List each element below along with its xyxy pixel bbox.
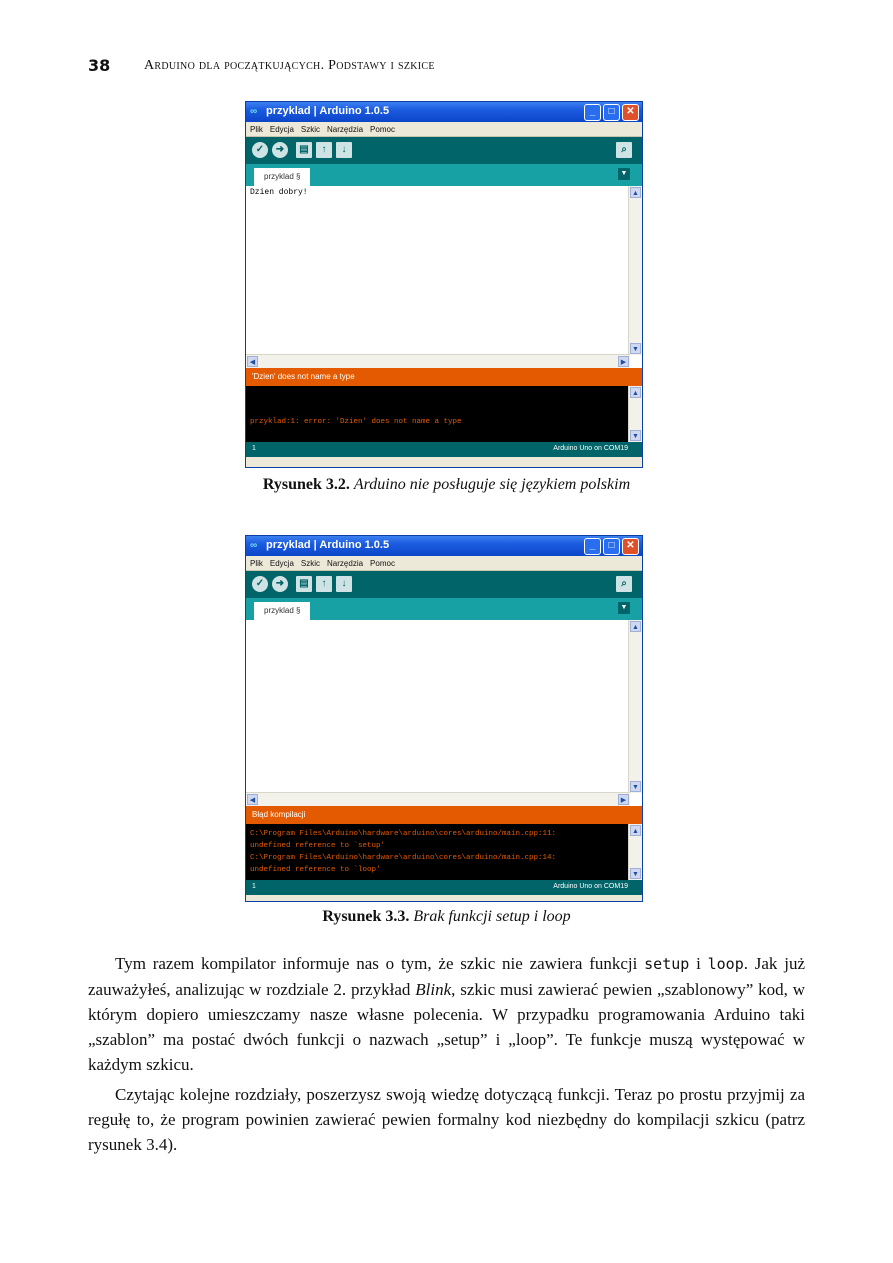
- scroll-left-icon[interactable]: ◀: [247, 356, 258, 367]
- upload-icon[interactable]: ➜: [272, 142, 288, 158]
- title-bar: [246, 102, 642, 122]
- status-bar: Błąd kompilacji: [246, 806, 642, 824]
- menu-item-pomoc[interactable]: Pomoc: [370, 124, 395, 134]
- line-number: 1: [252, 445, 256, 452]
- code-text: Dzien dobry!: [250, 188, 308, 197]
- arduino-logo-icon: ∞: [250, 106, 258, 117]
- caption-number: Rysunek 3.3.: [322, 908, 410, 925]
- upload-icon[interactable]: ➜: [272, 576, 288, 592]
- scroll-down-icon[interactable]: ▼: [630, 781, 641, 792]
- new-icon[interactable]: ▤: [296, 576, 312, 592]
- arduino-logo-icon: ∞: [250, 540, 258, 551]
- scroll-right-icon[interactable]: ▶: [618, 794, 629, 805]
- text-run: , szkic musi zawierać pewien „szablonowy” kod, w którym dopiero umieszczamy nasze własne polecenia. W przypadku programowania Arduino taki „szablon” ma postać dwóch funkcji o nazwach „setup” i „loop”. Te funkcje muszą występować w każdym szkicu.: [88, 980, 806, 1074]
- console: [246, 386, 642, 442]
- open-icon[interactable]: ↑: [316, 576, 332, 592]
- menu-item-szkic[interactable]: Szkic: [300, 124, 321, 134]
- console-scrollbar[interactable]: [628, 824, 642, 880]
- toolbar: [246, 571, 642, 598]
- title-bar: [246, 536, 642, 556]
- console-line: C:\Program Files\Arduino\hardware\arduino\cores\arduino/main.cpp:11:: [250, 830, 557, 838]
- serial-monitor-icon[interactable]: ⌕: [616, 576, 632, 592]
- menu-item-edycja[interactable]: Edycja: [269, 124, 294, 134]
- console: [246, 824, 642, 880]
- menu-item-plik[interactable]: Plik: [250, 558, 263, 568]
- code-editor[interactable]: [246, 620, 642, 806]
- menu-item-szkic[interactable]: Szkic: [300, 558, 321, 568]
- save-icon[interactable]: ↓: [336, 142, 352, 158]
- scroll-down-icon[interactable]: ▼: [630, 343, 641, 354]
- code-editor[interactable]: [246, 186, 642, 368]
- serial-monitor-icon[interactable]: ⌕: [616, 142, 632, 158]
- arduino-window-fig32: [245, 101, 643, 468]
- save-icon[interactable]: ↓: [336, 576, 352, 592]
- console-scrollbar[interactable]: [628, 386, 642, 442]
- console-line: C:\Program Files\Arduino\hardware\arduino\cores\arduino/main.cpp:14:: [250, 854, 557, 862]
- tab-przyklad[interactable]: przyklad §: [254, 168, 310, 186]
- toolbar: [246, 137, 642, 164]
- open-icon[interactable]: ↑: [316, 142, 332, 158]
- code-setup: setup: [644, 955, 690, 973]
- book-title: Arduino dla początkujących. Podstawy i szkice: [144, 58, 435, 73]
- bottom-status-bar: [246, 880, 642, 895]
- line-number: 1: [252, 883, 256, 890]
- scroll-up-icon[interactable]: ▲: [630, 621, 641, 632]
- minimize-button[interactable]: _: [584, 538, 601, 555]
- console-line: przyklad:1: error: 'Dzien' does not name a type: [250, 418, 462, 426]
- bottom-status-bar: [246, 442, 642, 457]
- console-scroll-down-icon[interactable]: ▼: [630, 430, 641, 441]
- text-run: i: [689, 954, 708, 973]
- maximize-button[interactable]: □: [603, 104, 620, 121]
- scroll-left-icon[interactable]: ◀: [247, 794, 258, 805]
- board-info: Arduino Uno on COM19: [553, 883, 628, 890]
- body-text: [88, 951, 805, 1157]
- console-line: undefined reference to `loop': [250, 866, 381, 874]
- vertical-scrollbar[interactable]: [628, 620, 642, 793]
- paragraph-1: [88, 951, 805, 1077]
- scroll-right-icon[interactable]: ▶: [618, 356, 629, 367]
- window-title: przyklad | Arduino 1.0.5: [266, 105, 390, 117]
- close-button[interactable]: ✕: [622, 538, 639, 555]
- vertical-scrollbar[interactable]: [628, 186, 642, 355]
- tab-menu-icon[interactable]: ▼: [618, 602, 630, 614]
- console-line: undefined reference to `setup': [250, 842, 386, 850]
- menu-item-edycja[interactable]: Edycja: [269, 558, 294, 568]
- caption-number: Rysunek 3.2.: [262, 476, 350, 493]
- status-bar: 'Dzien' does not name a type: [246, 368, 642, 386]
- menu-item-plik[interactable]: Plik: [250, 124, 263, 134]
- verify-icon[interactable]: ✓: [252, 142, 268, 158]
- menu-item-narzedzia[interactable]: Narzędzia: [327, 558, 364, 568]
- verify-icon[interactable]: ✓: [252, 576, 268, 592]
- board-info: Arduino Uno on COM19: [553, 445, 628, 452]
- text-run: Tym razem kompilator informuje nas o tym, że szkic nie zawiera funkcji: [115, 954, 645, 973]
- tab-bar: [246, 598, 642, 620]
- console-scroll-down-icon[interactable]: ▼: [630, 868, 641, 879]
- close-button[interactable]: ✕: [622, 104, 639, 121]
- figure-caption-3-3: [0, 908, 893, 926]
- tab-menu-icon[interactable]: ▼: [618, 168, 630, 180]
- caption-text: Arduino nie posługuje się językiem polskim: [353, 476, 631, 493]
- running-head: [88, 56, 808, 78]
- new-icon[interactable]: ▤: [296, 142, 312, 158]
- figure-caption-3-2: [0, 476, 893, 494]
- console-scroll-up-icon[interactable]: ▲: [630, 825, 641, 836]
- tab-bar: [246, 164, 642, 186]
- horizontal-scrollbar[interactable]: [246, 354, 630, 368]
- page-number: 38: [88, 56, 111, 75]
- minimize-button[interactable]: _: [584, 104, 601, 121]
- caption-text: Brak funkcji setup i loop: [413, 908, 571, 925]
- window-title: przyklad | Arduino 1.0.5: [266, 539, 390, 551]
- scroll-up-icon[interactable]: ▲: [630, 187, 641, 198]
- text-run: . Jak już zauważyłeś, analizując w rozdziale 2. przykład: [88, 954, 805, 999]
- horizontal-scrollbar[interactable]: [246, 792, 630, 806]
- maximize-button[interactable]: □: [603, 538, 620, 555]
- italic-blink: Blink: [415, 980, 452, 999]
- code-loop: loop: [707, 955, 744, 973]
- arduino-window-fig33: [245, 535, 643, 902]
- paragraph-2: Czytając kolejne rozdziały, poszerzysz swoją wiedzę dotyczącą funkcji. Teraz po prostu przyjmij za regułę to, że program powinien zawierać pewien formalny kod niezbędny do kompilacji szkicu (patrz rysunek 3.4).: [88, 1085, 805, 1154]
- menu-bar: [246, 556, 642, 571]
- menu-bar: [246, 122, 642, 137]
- tab-przyklad[interactable]: przyklad §: [254, 602, 310, 620]
- menu-item-narzedzia[interactable]: Narzędzia: [327, 124, 364, 134]
- menu-item-pomoc[interactable]: Pomoc: [370, 558, 395, 568]
- console-scroll-up-icon[interactable]: ▲: [630, 387, 641, 398]
